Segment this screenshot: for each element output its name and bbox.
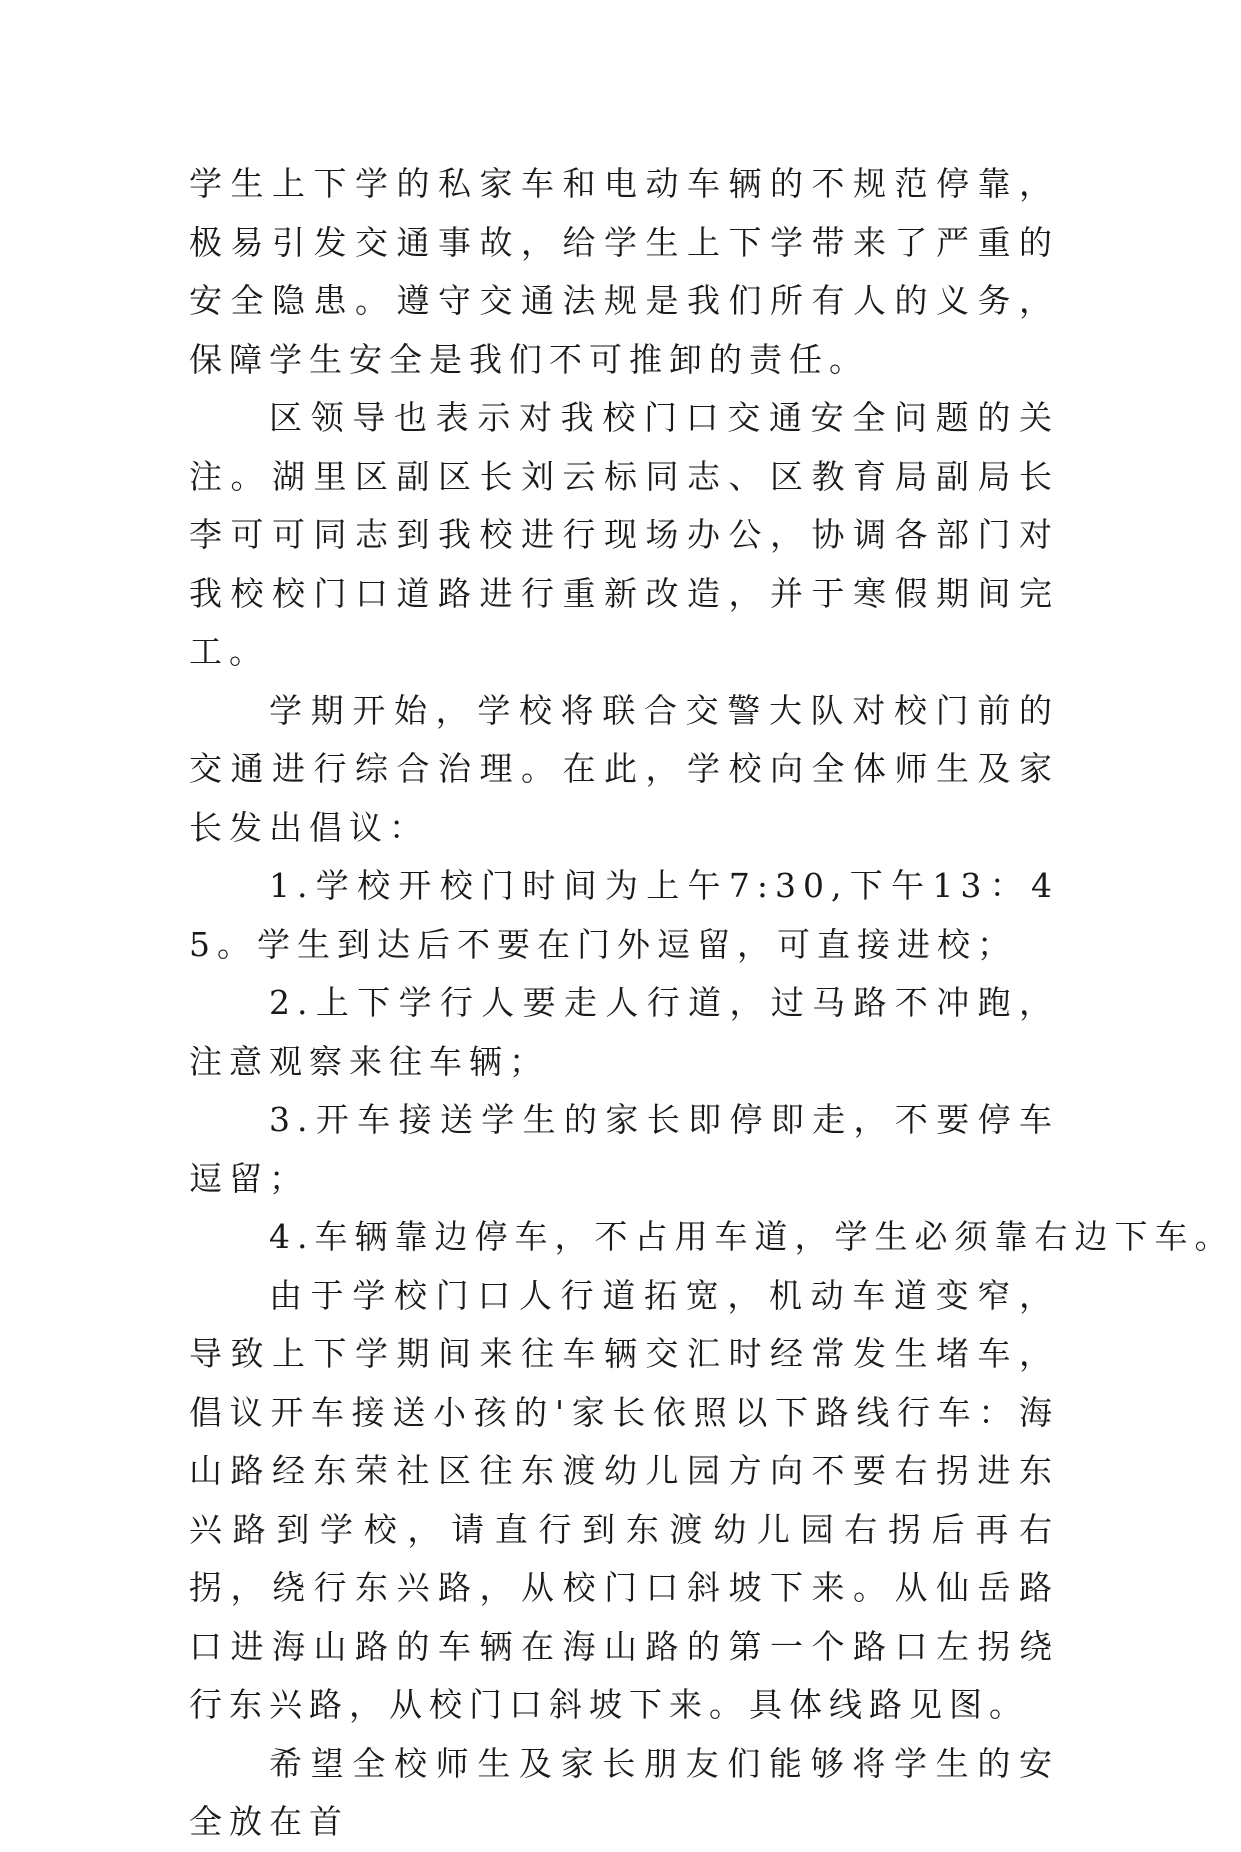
paragraph-closing: 希望全校师生及家长朋友们能够将学生的安全放在首 [189,1743,1059,1841]
list-item-pedestrians: 2.上下学行人要走人行道，过马路不冲跑，注意观察来往车辆； [189,983,1059,1081]
paragraph-route-guidance: 由于学校门口人行道拓宽，机动车道变窄，导致上下学期间来往车辆交汇时经常发生堵车，倡议开车接送小孩的'家长依照以下路线行车：海山路经东荣社区往东渡幼儿园方向不要右拐进东兴路到学校，请直行到东渡幼儿园右拐后再右拐，绕行东兴路，从校门口斜坡下来。从仙岳路口进海山路的车辆在海山路的第一个路口左拐绕行东兴路，从校门口斜坡下来。具体线路见图。 [189,1275,1059,1724]
list-item-vehicle-parking: 4.车辆靠边停车，不占用车道，学生必须靠右边下车。 [269,1217,1235,1256]
paragraph-safety-hazard: 学生上下学的私家车和电动车辆的不规范停靠，极易引发交通事故，给学生上下学带来了严重的安全隐患。遵守交通法规是我们所有人的义务，保障学生安全是我们不可推卸的责任。 [189,164,1059,379]
list-item-parents-driving: 3.开车接送学生的家长即停即走，不要停车逗留； [189,1100,1059,1198]
list-item-gate-hours: 1.学校开校门时间为上午7:30,下午13：45。学生到达后不要在门外逗留，可直接进校； [189,866,1059,964]
paragraph-initiative-intro: 学期开始，学校将联合交警大队对校门前的交通进行综合治理。在此，学校向全体师生及家长发出倡议： [189,690,1059,847]
document-body [189,155,1235,1852]
paragraph-district-leaders: 区领导也表示对我校门口交通安全问题的关注。湖里区副区长刘云标同志、区教育局副局长李可可同志到我校进行现场办公，协调各部门对我校校门口道路进行重新改造，并于寒假期间完工。 [189,398,1059,671]
